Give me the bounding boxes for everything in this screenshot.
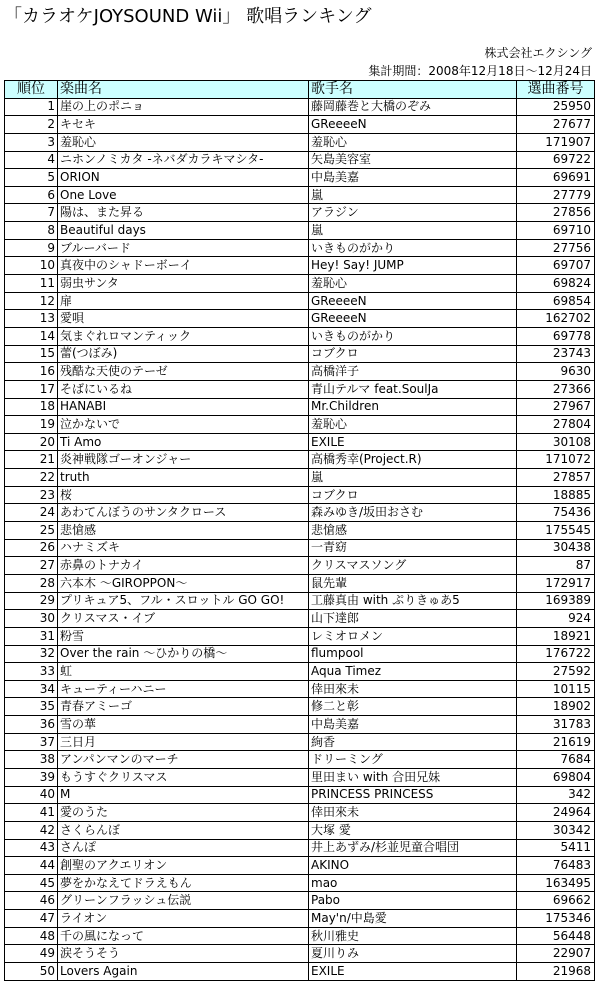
rank-cell: 43 [5,839,58,857]
artist-cell: EXILE [309,433,517,451]
table-row [5,592,595,610]
rank-cell: 25 [5,522,58,540]
rank-cell: 18 [5,398,58,416]
rank-cell: 34 [5,680,58,698]
table-row [5,327,595,345]
table-row [5,663,595,681]
song-title-cell: そばにいるね [58,380,309,398]
table-row [5,416,595,434]
aggregation-period: 集計期間：2008年12月18日～12月24日 [368,64,592,78]
artist-cell: 倖田來未 [309,804,517,822]
artist-cell: 藤岡藤巻と大橋のぞみ [309,98,517,116]
artist-cell: May'n/中島愛 [309,910,517,928]
song-title-cell: さくらんぼ [58,821,309,839]
rank-cell: 26 [5,539,58,557]
artist-cell: flumpool [309,645,517,663]
table-row [5,786,595,804]
song-title-cell: クリスマス・イブ [58,610,309,628]
artist-cell: 秋川雅史 [309,927,517,945]
table-row [5,239,595,257]
rank-cell: 2 [5,116,58,134]
artist-cell: コブクロ [309,486,517,504]
table-row [5,186,595,204]
song-title-cell: Ti Amo [58,433,309,451]
artist-cell: 井上あずみ/杉並児童合唱団 [309,839,517,857]
song-title-cell: 悲愴感 [58,522,309,540]
rank-cell: 35 [5,698,58,716]
song-code-cell: 21968 [517,963,595,981]
artist-cell: Hey! Say! JUMP [309,257,517,275]
artist-cell: 悲愴感 [309,522,517,540]
song-code-cell: 75436 [517,504,595,522]
rank-cell: 14 [5,327,58,345]
song-code-cell: 87 [517,557,595,575]
artist-cell: 修二と彰 [309,698,517,716]
song-title-cell: 千の風になって [58,927,309,945]
song-code-cell: 18885 [517,486,595,504]
song-title-cell: ブルーバード [58,239,309,257]
song-title-cell: 愛のうた [58,804,309,822]
rank-cell: 15 [5,345,58,363]
song-code-cell: 18921 [517,627,595,645]
song-code-cell: 69778 [517,327,595,345]
song-code-cell: 69854 [517,292,595,310]
artist-cell: 倖田來未 [309,680,517,698]
artist-cell: 羞恥心 [309,275,517,293]
song-code-cell: 162702 [517,310,595,328]
song-title-cell: Lovers Again [58,963,309,981]
artist-cell: 嵐 [309,222,517,240]
song-code-cell: 69710 [517,222,595,240]
table-row [5,839,595,857]
table-row [5,151,595,169]
table-row [5,469,595,487]
ranking-table [4,80,595,981]
song-code-cell: 23743 [517,345,595,363]
rank-cell: 11 [5,275,58,293]
artist-cell: ドリーミング [309,751,517,769]
song-title-cell: 六本木 ～GIROPPON～ [58,574,309,592]
artist-cell: 鼠先輩 [309,574,517,592]
song-title-cell: Beautiful days [58,222,309,240]
table-row [5,363,595,381]
song-title-cell: 炎神戦隊ゴーオンジャー [58,451,309,469]
song-code-cell: 171907 [517,133,595,151]
table-row [5,821,595,839]
song-code-cell: 27856 [517,204,595,222]
song-code-cell: 69722 [517,151,595,169]
table-row [5,292,595,310]
song-title-cell: 蕾(つぼみ) [58,345,309,363]
artist-cell: 矢島美容室 [309,151,517,169]
artist-cell: クリスマスソング [309,557,517,575]
table-row [5,98,595,116]
song-title-cell: グリーンフラッシュ伝説 [58,892,309,910]
song-title-cell: さんぽ [58,839,309,857]
table-row [5,857,595,875]
rank-cell: 40 [5,786,58,804]
table-row [5,751,595,769]
rank-cell: 42 [5,821,58,839]
table-row [5,133,595,151]
song-title-cell: もうすぐクリスマス [58,768,309,786]
rank-cell: 3 [5,133,58,151]
artist-cell: AKINO [309,857,517,875]
table-row [5,539,595,557]
company-name: 株式会社エクシング [484,46,592,60]
song-title-cell: 涙そうそう [58,945,309,963]
song-title-cell: 陽は、また昇る [58,204,309,222]
table-row [5,610,595,628]
song-code-cell: 924 [517,610,595,628]
rank-cell: 50 [5,963,58,981]
rank-cell: 22 [5,469,58,487]
song-code-cell: 27779 [517,186,595,204]
rank-cell: 21 [5,451,58,469]
rank-cell: 37 [5,733,58,751]
song-code-cell: 76483 [517,857,595,875]
rank-cell: 30 [5,610,58,628]
song-title-cell: truth [58,469,309,487]
rank-cell: 33 [5,663,58,681]
song-code-cell: 27967 [517,398,595,416]
header-rank: 順位 [5,81,58,99]
rank-cell: 9 [5,239,58,257]
table-row [5,204,595,222]
song-title-cell: 三日月 [58,733,309,751]
table-row [5,310,595,328]
table-row [5,716,595,734]
artist-cell: 山下達郎 [309,610,517,628]
rank-cell: 12 [5,292,58,310]
song-title-cell: ORION [58,169,309,187]
artist-cell: 一青窈 [309,539,517,557]
header-artist: 歌手名 [309,81,517,99]
song-code-cell: 69707 [517,257,595,275]
table-row [5,627,595,645]
rank-cell: 28 [5,574,58,592]
table-row [5,486,595,504]
song-title-cell: 真夜中のシャドーボーイ [58,257,309,275]
table-row [5,574,595,592]
artist-cell: GReeeeN [309,116,517,134]
rank-cell: 31 [5,627,58,645]
song-code-cell: 342 [517,786,595,804]
table-row [5,910,595,928]
song-title-cell: One Love [58,186,309,204]
table-row [5,116,595,134]
song-code-cell: 27592 [517,663,595,681]
song-title-cell: 崖の上のポニョ [58,98,309,116]
table-row [5,698,595,716]
song-title-cell: 虹 [58,663,309,681]
rank-cell: 7 [5,204,58,222]
table-row [5,768,595,786]
song-code-cell: 27756 [517,239,595,257]
artist-cell: 大塚 愛 [309,821,517,839]
artist-cell: いきものがかり [309,239,517,257]
song-code-cell: 69662 [517,892,595,910]
artist-cell: 高橋秀幸(Project.R) [309,451,517,469]
rank-cell: 19 [5,416,58,434]
artist-cell: 夏川りみ [309,945,517,963]
table-row [5,680,595,698]
artist-cell: 高橋洋子 [309,363,517,381]
table-row [5,345,595,363]
rank-cell: 46 [5,892,58,910]
artist-cell: PRINCESS PRINCESS [309,786,517,804]
table-row [5,504,595,522]
rank-cell: 4 [5,151,58,169]
rank-cell: 6 [5,186,58,204]
song-title-cell: 夢をかなえてドラえもん [58,874,309,892]
song-code-cell: 22907 [517,945,595,963]
song-code-cell: 175346 [517,910,595,928]
artist-cell: 青山テルマ feat.SoulJa [309,380,517,398]
song-code-cell: 69804 [517,768,595,786]
artist-cell: 羞恥心 [309,416,517,434]
rank-cell: 13 [5,310,58,328]
rank-cell: 20 [5,433,58,451]
song-title-cell: 泣かないで [58,416,309,434]
song-code-cell: 163495 [517,874,595,892]
rank-cell: 5 [5,169,58,187]
song-title-cell: ハナミズキ [58,539,309,557]
rank-cell: 47 [5,910,58,928]
song-code-cell: 169389 [517,592,595,610]
rank-cell: 41 [5,804,58,822]
artist-cell: 絢香 [309,733,517,751]
table-row [5,433,595,451]
rank-cell: 17 [5,380,58,398]
artist-cell: 嵐 [309,469,517,487]
song-code-cell: 27857 [517,469,595,487]
artist-cell: 工藤真由 with ぷりきゅあ5 [309,592,517,610]
song-title-cell: 弱虫サンタ [58,275,309,293]
song-title-cell: 雪の華 [58,716,309,734]
song-code-cell: 171072 [517,451,595,469]
artist-cell: 里田まい with 合田兄妹 [309,768,517,786]
artist-cell: 嵐 [309,186,517,204]
song-code-cell: 175545 [517,522,595,540]
rank-cell: 48 [5,927,58,945]
header-code: 選曲番号 [517,81,595,99]
artist-cell: GReeeeN [309,292,517,310]
song-title-cell: 気まぐれロマンティック [58,327,309,345]
song-title-cell: ライオン [58,910,309,928]
header-song: 楽曲名 [58,81,309,99]
table-row [5,892,595,910]
artist-cell: mao [309,874,517,892]
table-row [5,451,595,469]
rank-cell: 24 [5,504,58,522]
song-code-cell: 9630 [517,363,595,381]
song-code-cell: 5411 [517,839,595,857]
song-title-cell: M [58,786,309,804]
artist-cell: アラジン [309,204,517,222]
song-code-cell: 7684 [517,751,595,769]
rank-cell: 16 [5,363,58,381]
rank-cell: 36 [5,716,58,734]
song-code-cell: 69824 [517,275,595,293]
song-code-cell: 30438 [517,539,595,557]
table-row [5,222,595,240]
song-code-cell: 56448 [517,927,595,945]
table-row [5,645,595,663]
song-title-cell: HANABI [58,398,309,416]
song-code-cell: 27677 [517,116,595,134]
ranking-table-body [5,98,595,980]
artist-cell: 中島美嘉 [309,716,517,734]
table-row [5,398,595,416]
table-row [5,522,595,540]
song-title-cell: 粉雪 [58,627,309,645]
artist-cell: レミオロメン [309,627,517,645]
table-row [5,874,595,892]
artist-cell: Mr.Children [309,398,517,416]
song-title-cell: ニホンノミカタ -ネバダカラキマシタ- [58,151,309,169]
song-code-cell: 172917 [517,574,595,592]
song-title-cell: プリキュア5、フル・スロットル GO GO! [58,592,309,610]
song-title-cell: 赤鼻のトナカイ [58,557,309,575]
artist-cell: 羞恥心 [309,133,517,151]
table-header-row [5,81,595,99]
song-title-cell: アンパンマンのマーチ [58,751,309,769]
rank-cell: 32 [5,645,58,663]
rank-cell: 8 [5,222,58,240]
table-row [5,945,595,963]
table-row [5,380,595,398]
song-title-cell: 残酷な天使のテーゼ [58,363,309,381]
song-code-cell: 69691 [517,169,595,187]
song-title-cell: 青春アミーゴ [58,698,309,716]
song-code-cell: 18902 [517,698,595,716]
song-title-cell: キューティーハニー [58,680,309,698]
song-code-cell: 30342 [517,821,595,839]
song-code-cell: 21619 [517,733,595,751]
rank-cell: 44 [5,857,58,875]
song-title-cell: 扉 [58,292,309,310]
song-title-cell: 愛唄 [58,310,309,328]
song-code-cell: 25950 [517,98,595,116]
rank-cell: 38 [5,751,58,769]
rank-cell: 23 [5,486,58,504]
rank-cell: 49 [5,945,58,963]
song-code-cell: 27804 [517,416,595,434]
artist-cell: EXILE [309,963,517,981]
song-title-cell: 創聖のアクエリオン [58,857,309,875]
song-code-cell: 30108 [517,433,595,451]
song-code-cell: 176722 [517,645,595,663]
artist-cell: 森みゆき/坂田おさむ [309,504,517,522]
song-title-cell: キセキ [58,116,309,134]
rank-cell: 10 [5,257,58,275]
song-code-cell: 24964 [517,804,595,822]
artist-cell: Aqua Timez [309,663,517,681]
rank-cell: 39 [5,768,58,786]
song-code-cell: 10115 [517,680,595,698]
rank-cell: 27 [5,557,58,575]
table-row [5,557,595,575]
artist-cell: いきものがかり [309,327,517,345]
song-code-cell: 31783 [517,716,595,734]
artist-cell: GReeeeN [309,310,517,328]
rank-cell: 29 [5,592,58,610]
song-title-cell: 桜 [58,486,309,504]
artist-cell: 中島美嘉 [309,169,517,187]
rank-cell: 1 [5,98,58,116]
table-row [5,963,595,981]
page-title: 「カラオケJOYSOUND Wii」 歌唱ランキング [4,6,372,27]
table-row [5,257,595,275]
table-row [5,169,595,187]
table-row [5,733,595,751]
table-row [5,927,595,945]
rank-cell: 45 [5,874,58,892]
table-row [5,804,595,822]
table-row [5,275,595,293]
song-title-cell: Over the rain ～ひかりの橋～ [58,645,309,663]
song-title-cell: あわてんぼうのサンタクロース [58,504,309,522]
artist-cell: コブクロ [309,345,517,363]
song-code-cell: 27366 [517,380,595,398]
song-title-cell: 羞恥心 [58,133,309,151]
artist-cell: Pabo [309,892,517,910]
